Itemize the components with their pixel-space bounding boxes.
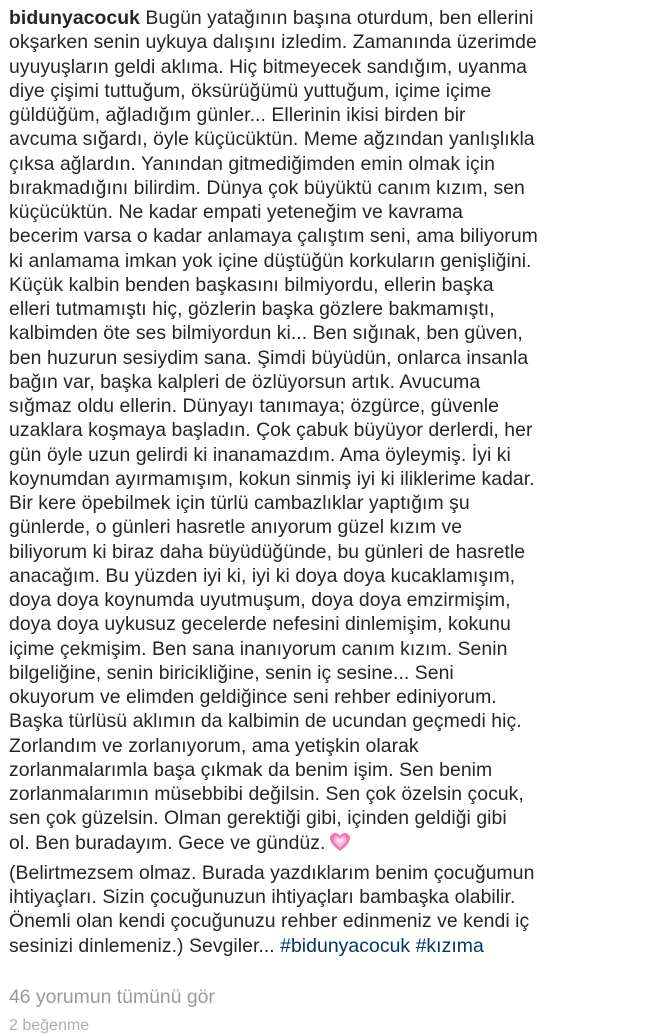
caption-line: güldüğüm, ağladığım günler... Ellerinin ikisi birden bir [9, 104, 466, 126]
caption-line: sen çok güzelsin. Olman gerektiği gibi, içinden geldiği gibi [9, 807, 507, 830]
caption-line: anacağım. Bu yüzden iyi ki, iyi ki doya doya kucaklamışım, [9, 564, 516, 587]
caption-line: Küçük kalbin benden başkasını bilmiyordu, ellerin başka [9, 273, 494, 296]
caption-line: Zorlandım ve zorlanıyorum, ama yetişkin olarak [9, 734, 419, 757]
note-line-last [9, 934, 649, 958]
caption-line: bilgeliğine, senin biricikliğine, senin iç sesine... Seni [9, 661, 454, 684]
caption-line-0 [9, 6, 649, 30]
caption-line: gün öyle uzun gelirdi ki inanamazdım. Ama öyleymiş. İyi ki [9, 443, 511, 466]
caption-line: Başka türlüsü aklımın da kalbimin de ucundan geçmedi hiç. [9, 710, 522, 733]
hashtag-kizima[interactable]: #kızıma [415, 934, 484, 957]
caption-text: ol. Ben buradayım. Gece ve gündüz. [9, 831, 326, 854]
caption-line: diye çişimi tuttuğum, öksürüğümü yuttuğum, içime içime [9, 79, 492, 102]
caption-line: bırakmadığını bilirdim. Dünya çok büyüktü canım kızım, sen [9, 176, 525, 199]
caption-text: Bugün yatağının başına oturdum, ben ellerini [139, 7, 534, 29]
growing-heart-icon [329, 832, 351, 852]
caption-line: uyuyuşların geldi aklıma. Hiç bitmeyecek sandığım, uyanma [9, 55, 528, 78]
caption-line: doya doya uykusuz gecelerde nefesini dinlemişim, kokunu [9, 613, 511, 636]
caption-line: çıksa ağlardın. Yanından gitmediğimden emin olmak için [9, 152, 495, 175]
note-line: Önemli olan kendi çocuğunuzu rehber edinmeniz ve kendi iç [9, 910, 530, 933]
caption-line: becerim varsa o kadar anlamaya çalıştım seni, ama biliyorum [9, 225, 538, 248]
likes-count-partial: 2 beğenme [9, 1017, 90, 1034]
caption-line: içime çekmişim. Ben sana inanıyorum canım kızım. Senin [9, 637, 508, 660]
caption-line: elleri tutmamıştı hiç, gözlerin başka gözlere bakmamıştı, [9, 298, 495, 320]
caption-line: kalbimden öte ses bilmiyordun ki... Ben sığınak, ben güven, [9, 322, 523, 345]
caption-line: zorlanmalarımın müsebbibi değilsin. Sen çok özelsin çocuk, [9, 783, 524, 805]
caption-line: küçücüktün. Ne kadar empati yeteneğim ve kavrama [9, 201, 463, 223]
caption-line: koynumdan ayırmamışım, kokun sinmiş iyi ki iliklerime kadar. [9, 467, 535, 490]
signoff-text: Sevgiler... [183, 934, 281, 957]
hashtag-bidunyacocuk[interactable]: #bidunyacocuk [280, 934, 411, 957]
caption-line: biliyorum ki biraz daha büyüdüğünde, bu günleri de hasretle [9, 540, 526, 563]
caption-line: Bir kere öpebilmek için türlü cambazlıklar yaptığım şu [9, 492, 470, 514]
caption-line: sığmaz oldu ellerin. Dünyayı tanımaya; özgürce, güvenle [9, 395, 499, 417]
view-all-comments-link[interactable]: 46 yorumun tümünü gör [9, 986, 215, 1008]
caption-line: uzaklara koşmaya başladın. Çok çabuk büyüyor derlerdi, her [9, 419, 533, 442]
note-line: (Belirtmezsem olmaz. Burada yazdıklarım benim çocuğumun [9, 861, 535, 884]
caption-line: bağın var, başka kalpleri de özlüyorsun artık. Avucuma [9, 370, 481, 393]
caption-line: doya doya koynumda uyutmuşum, doya doya emzirmişim, [9, 589, 511, 611]
note-line: ihtiyaçları. Sizin çocuğunuzun ihtiyaçları bambaşka olabilir. [9, 886, 516, 908]
username-link[interactable]: bidunyacocuk [9, 7, 140, 29]
caption-line: günlerde, o günleri hasretle anıyorum güzel kızım ve [9, 516, 463, 539]
caption-line: okuyorum ve elimden geldiğince seni rehber ediniyorum. [9, 686, 497, 708]
post-caption [9, 6, 649, 958]
note-text: sesinizi dinlemeniz.) [9, 934, 184, 957]
caption-line-last [9, 831, 649, 855]
caption-line: ben huzurun sesiydim sana. Şimdi büyüdün, onlarca insanla [9, 346, 529, 369]
caption-line: zorlanmalarımla başa çıkmak da benim işim. Sen benim [9, 758, 493, 781]
caption-line: okşarken senin uykuya dalışını izledim. Zamanında üzerimde [9, 31, 537, 54]
caption-line: avcuma sığardı, öyle küçücüktün. Meme ağzından yanlışlıkla [9, 128, 535, 151]
caption-line: ki anlamama imkan yok içine düştüğün korkuların genişliğini. [9, 249, 532, 272]
